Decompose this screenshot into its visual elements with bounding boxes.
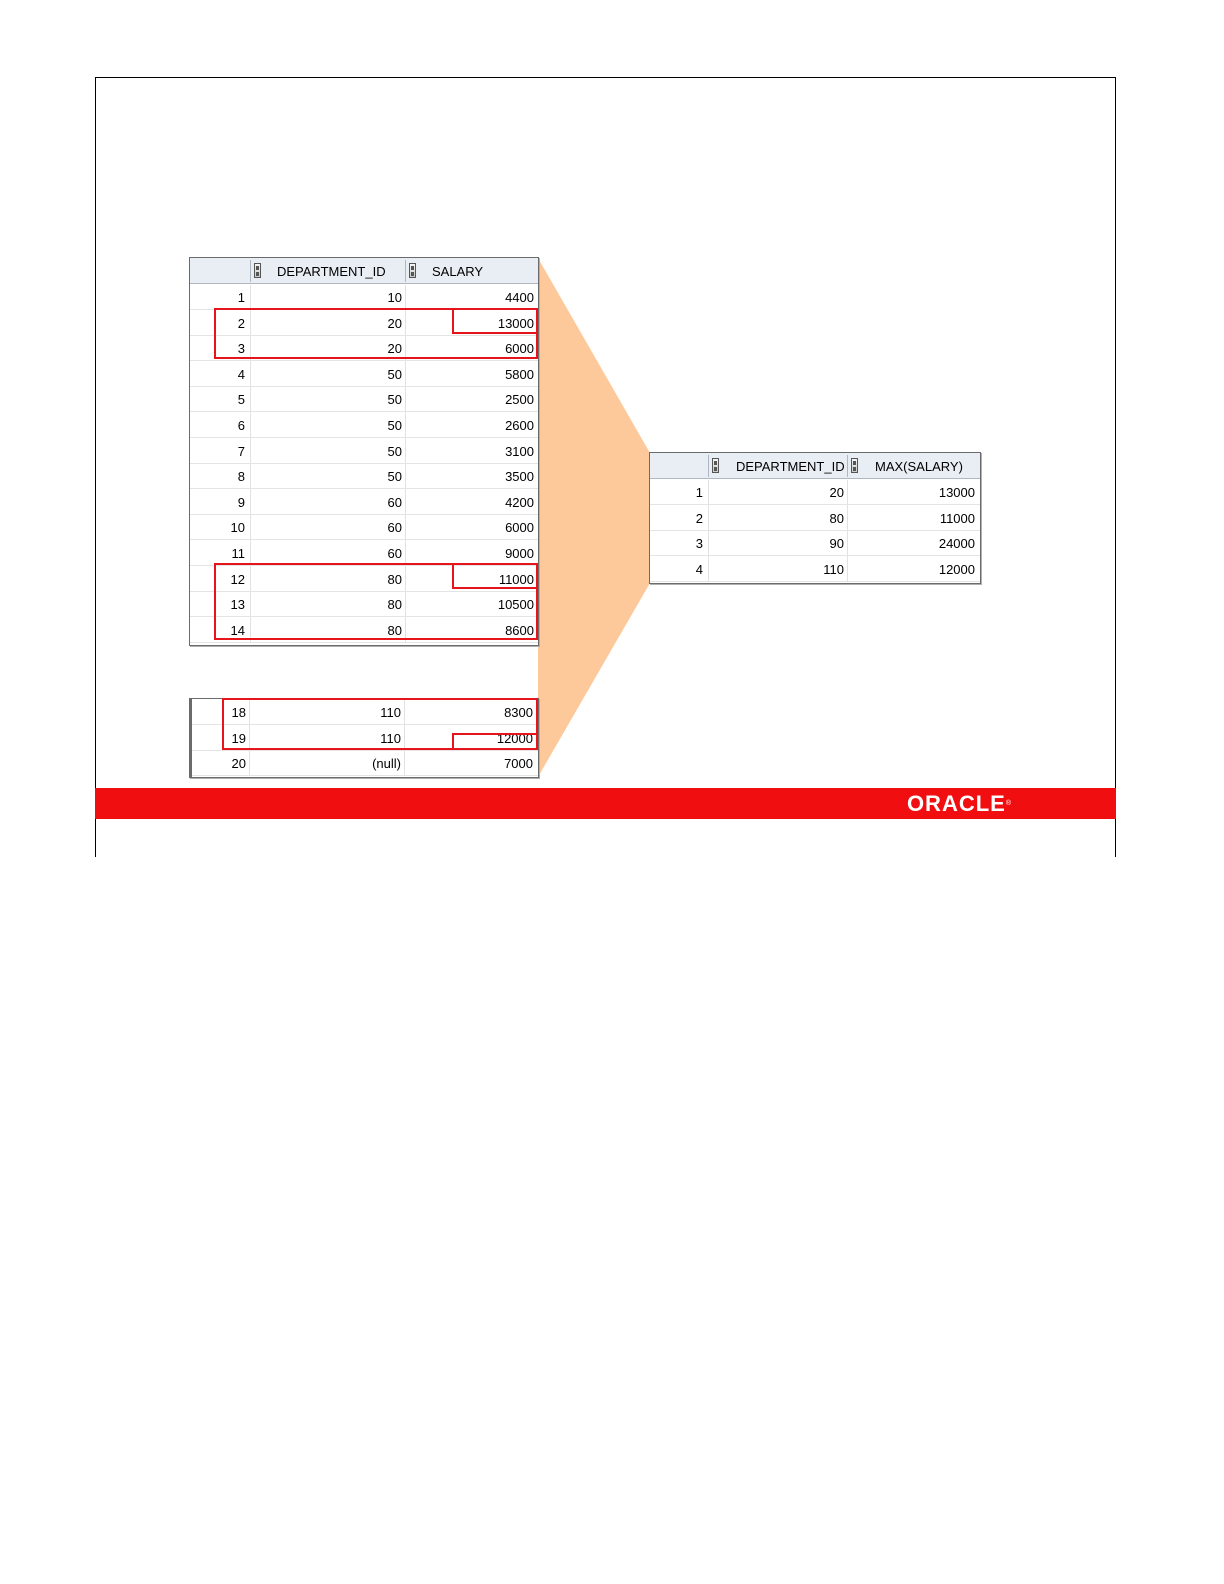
value-cell: 11000 [939,510,975,526]
department-id-cell: 10 [387,290,402,305]
value-cell: 12000 [496,730,533,746]
row-number-cell: 4 [695,561,703,577]
column-header-department-id[interactable]: DEPARTMENT_ID [736,459,845,474]
sort-icon[interactable] [712,458,719,473]
result-grid [649,452,981,584]
department-id-cell: 80 [387,571,402,587]
value-cell: 24000 [938,536,975,552]
department-id-cell: 60 [387,520,402,536]
table-row[interactable] [190,387,538,412]
department-id-cell: 60 [387,546,402,561]
value-cell: 13000 [938,485,975,500]
department-id-cell: 110 [380,730,401,746]
table-row[interactable] [192,751,538,776]
department-id-cell: 90 [829,536,844,552]
column-header-department-id[interactable]: DEPARTMENT_ID [277,264,386,279]
value-cell: 3500 [505,469,534,485]
department-id-cell: 50 [387,366,402,382]
source-grid-header [190,258,538,284]
row-number-cell: 7 [237,443,245,459]
value-cell: 4400 [505,290,534,305]
department-id-cell: (null) [372,756,401,772]
table-row[interactable] [650,557,980,582]
department-id-cell: 20 [829,485,844,500]
value-cell: 2500 [505,392,534,408]
result-grid-header [650,453,980,479]
value-cell: 3100 [505,443,534,459]
row-number-cell: 3 [237,341,245,357]
value-cell: 8300 [504,705,533,720]
row-number-header [190,258,250,284]
sort-icon[interactable] [254,263,261,278]
row-number-header [650,453,708,479]
oracle-logo-text: ORACLE [906,791,1006,816]
registered-mark: ® [1005,800,1011,807]
value-cell: 6000 [505,520,534,536]
sort-icon[interactable] [409,263,416,278]
table-row[interactable] [190,413,538,438]
max-salary-highlight-dept-20 [452,308,538,334]
value-cell: 5800 [505,366,534,382]
row-number-cell: 1 [695,485,703,500]
table-row[interactable] [190,490,538,515]
sort-icon[interactable] [851,458,858,473]
department-id-cell: 50 [387,443,402,459]
oracle-logo [907,792,1011,816]
max-salary-highlight-dept-110 [452,733,538,750]
column-header-salary[interactable]: SALARY [432,264,484,279]
value-cell: 8600 [505,622,534,638]
row-number-cell: 5 [237,392,245,408]
column-header-max-salary[interactable]: MAX(SALARY) [875,459,963,474]
table-row[interactable] [650,531,980,556]
table-row[interactable] [190,464,538,489]
department-id-cell: 20 [387,341,402,357]
table-row[interactable] [190,362,538,387]
value-cell: 13000 [497,315,534,331]
row-number-cell: 2 [695,510,703,526]
row-number-cell: 6 [237,418,245,433]
department-id-cell: 20 [387,315,402,331]
value-cell: 6000 [505,341,534,357]
row-number-cell: 8 [237,469,245,485]
footer-bar [95,788,1116,819]
value-cell: 2600 [505,418,534,433]
row-number-cell: 12 [230,571,245,587]
max-salary-highlight-dept-80 [452,563,538,589]
row-number-cell: 1 [237,290,245,305]
department-id-cell: 80 [387,622,402,638]
row-number-cell: 20 [231,756,246,772]
row-number-cell: 18 [231,705,246,720]
row-number-cell: 14 [230,622,245,638]
row-number-cell: 13 [230,597,245,613]
row-number-cell: 11 [231,546,245,561]
department-id-cell: 50 [387,418,402,433]
row-number-cell: 10 [230,520,245,536]
value-cell: 4200 [505,494,534,510]
value-cell: 11000 [498,571,534,587]
value-cell: 9000 [505,546,534,561]
row-number-cell: 4 [237,366,245,382]
department-id-cell: 110 [823,561,844,577]
value-cell: 7000 [504,756,533,772]
table-row[interactable] [650,480,980,505]
table-row[interactable] [190,439,538,464]
department-id-cell: 50 [387,392,402,408]
row-number-cell: 19 [231,730,246,746]
value-cell: 12000 [938,561,975,577]
table-row[interactable] [190,285,538,310]
row-number-cell: 2 [237,315,245,331]
department-id-cell: 80 [387,597,402,613]
department-id-cell: 50 [387,469,402,485]
department-id-cell: 60 [387,494,402,510]
department-id-cell: 110 [380,705,401,720]
value-cell: 10500 [497,597,534,613]
row-number-cell: 9 [237,494,245,510]
table-row[interactable] [650,506,980,531]
row-number-cell: 3 [695,536,703,552]
table-row[interactable] [190,515,538,540]
department-id-cell: 80 [829,510,844,526]
